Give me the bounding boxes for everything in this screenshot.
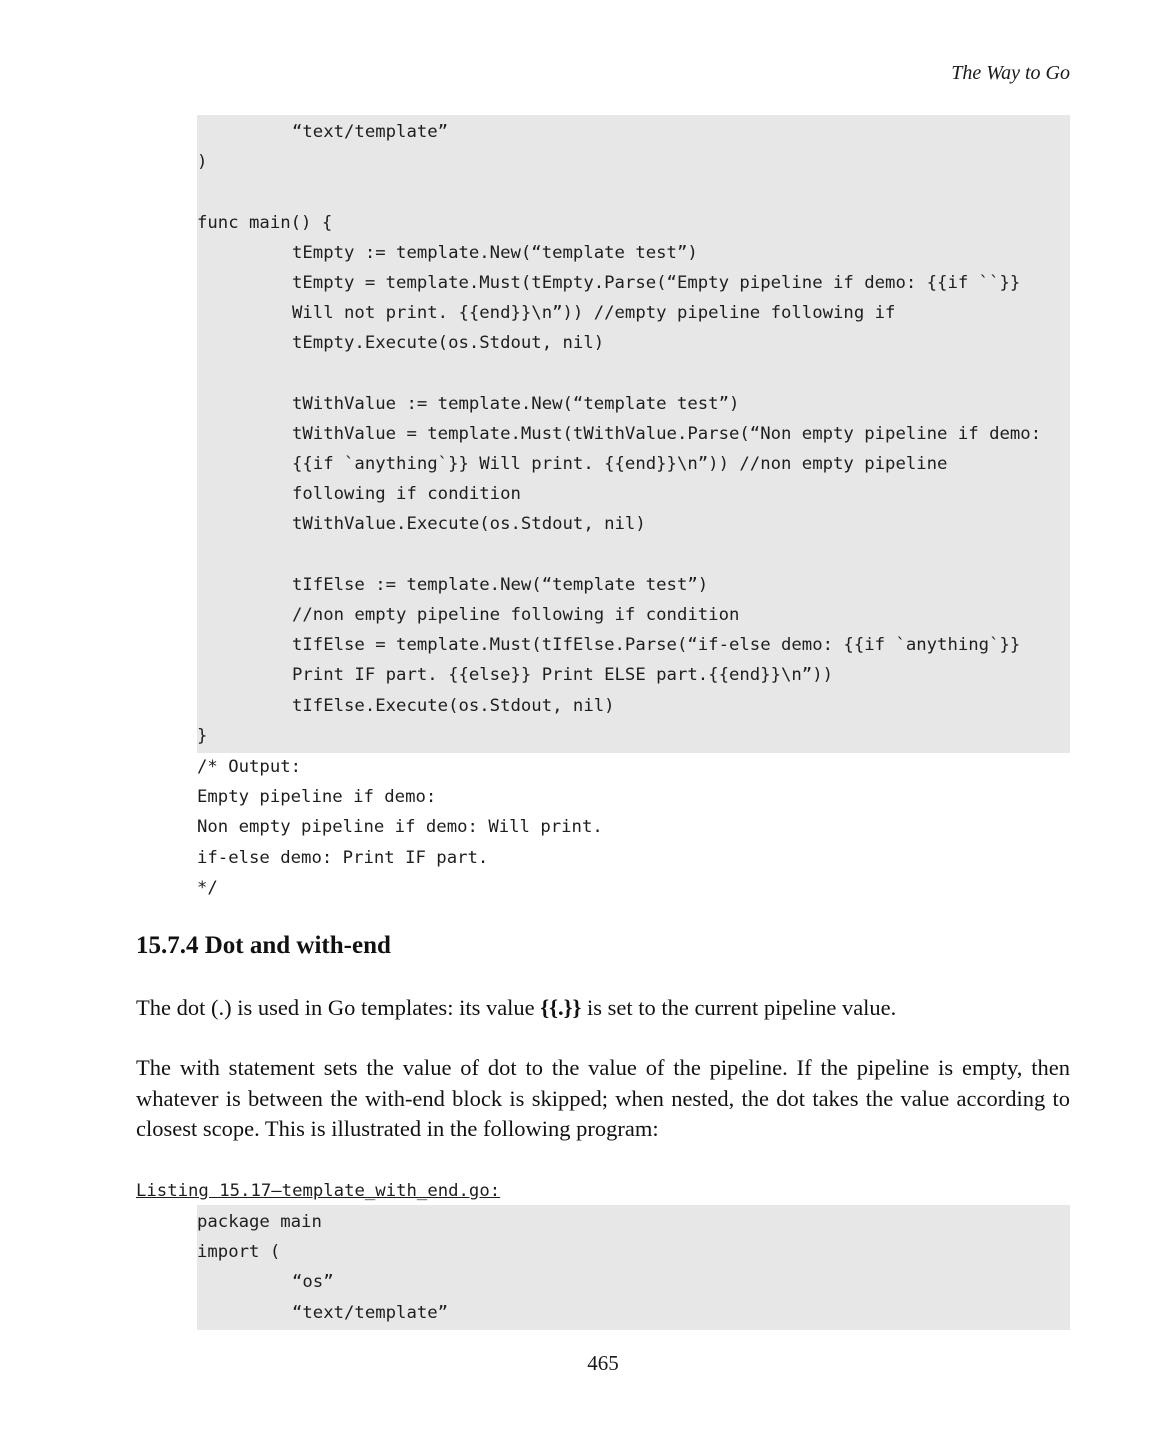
page-number: 465 <box>587 1351 619 1375</box>
paragraph-dot-text-2: is set to the current pipeline value. <box>581 995 897 1020</box>
paragraph-with-statement: The with statement sets the value of dot to the value of the pipeline. If the pipeline is empty, then whatever is between the with-end block is skipped; when nested, the dot takes the value according to closest scope. This is illustrated in the following program: <box>136 1055 1070 1141</box>
listing-code-line: “os” <box>292 1272 334 1293</box>
code-line <box>197 540 1070 570</box>
paragraph-dot-code: {{.}} <box>540 995 582 1020</box>
output-line: Non empty pipeline if demo: Will print. <box>197 817 603 838</box>
code-line: {{if `anything`}} Will print. {{end}}\n”)) //non empty pipeline <box>292 454 948 475</box>
running-header: The Way to Go <box>951 62 1070 84</box>
code-line <box>197 359 1070 389</box>
code-block-main-function <box>197 115 1070 753</box>
code-line: tEmpty = template.Must(tEmpty.Parse(“Empty pipeline if demo: {{if ``}} <box>292 272 1021 293</box>
listing-code-line: “text/template” <box>292 1302 449 1323</box>
output-line: if-else demo: Print IF part. <box>197 847 489 868</box>
code-block-listing <box>197 1205 1070 1330</box>
output-line: Empty pipeline if demo: <box>197 787 437 808</box>
code-line: tIfElse = template.Must(tIfElse.Parse(“if-else demo: {{if `anything`}} <box>292 635 1021 656</box>
code-line: Will not print. {{end}}\n”)) //empty pipeline following if <box>292 303 896 324</box>
code-line: “text/template” <box>292 122 449 142</box>
code-line: tWithValue := template.New(“template test”) <box>292 393 740 414</box>
output-line: */ <box>197 877 218 898</box>
paragraph-dot-text-1: The dot (.) is used in Go templates: its value <box>136 995 541 1020</box>
listing-caption: Listing 15.17—template_with_end.go: <box>136 1181 501 1201</box>
code-line: tWithValue.Execute(os.Stdout, nil) <box>292 514 646 535</box>
listing-code-line: import ( <box>197 1242 281 1263</box>
listing-code-line: package main <box>197 1212 322 1232</box>
code-line: func main() { <box>197 212 333 233</box>
output-line: /* Output: <box>197 757 302 777</box>
code-line: tWithValue = template.Must(tWithValue.Parse(“Non empty pipeline if demo: <box>292 423 1042 444</box>
code-line: //non empty pipeline following if condition <box>292 605 740 625</box>
code-line <box>197 177 1070 207</box>
code-line: tIfElse.Execute(os.Stdout, nil) <box>292 695 615 716</box>
code-line: ) <box>197 152 208 173</box>
code-line: Print IF part. {{else}} Print ELSE part.{{end}}\n”)) <box>292 665 834 686</box>
code-line: tEmpty.Execute(os.Stdout, nil) <box>292 333 605 354</box>
output-comment-block <box>197 752 1070 903</box>
code-line: tIfElse := template.New(“template test”) <box>292 574 709 595</box>
section-heading: 15.7.4 Dot and with-end <box>136 932 391 959</box>
code-line: tEmpty := template.New(“template test”) <box>292 242 698 263</box>
code-line: following if condition <box>292 484 521 505</box>
paragraph-dot <box>136 993 1070 1024</box>
code-line: } <box>197 725 208 746</box>
